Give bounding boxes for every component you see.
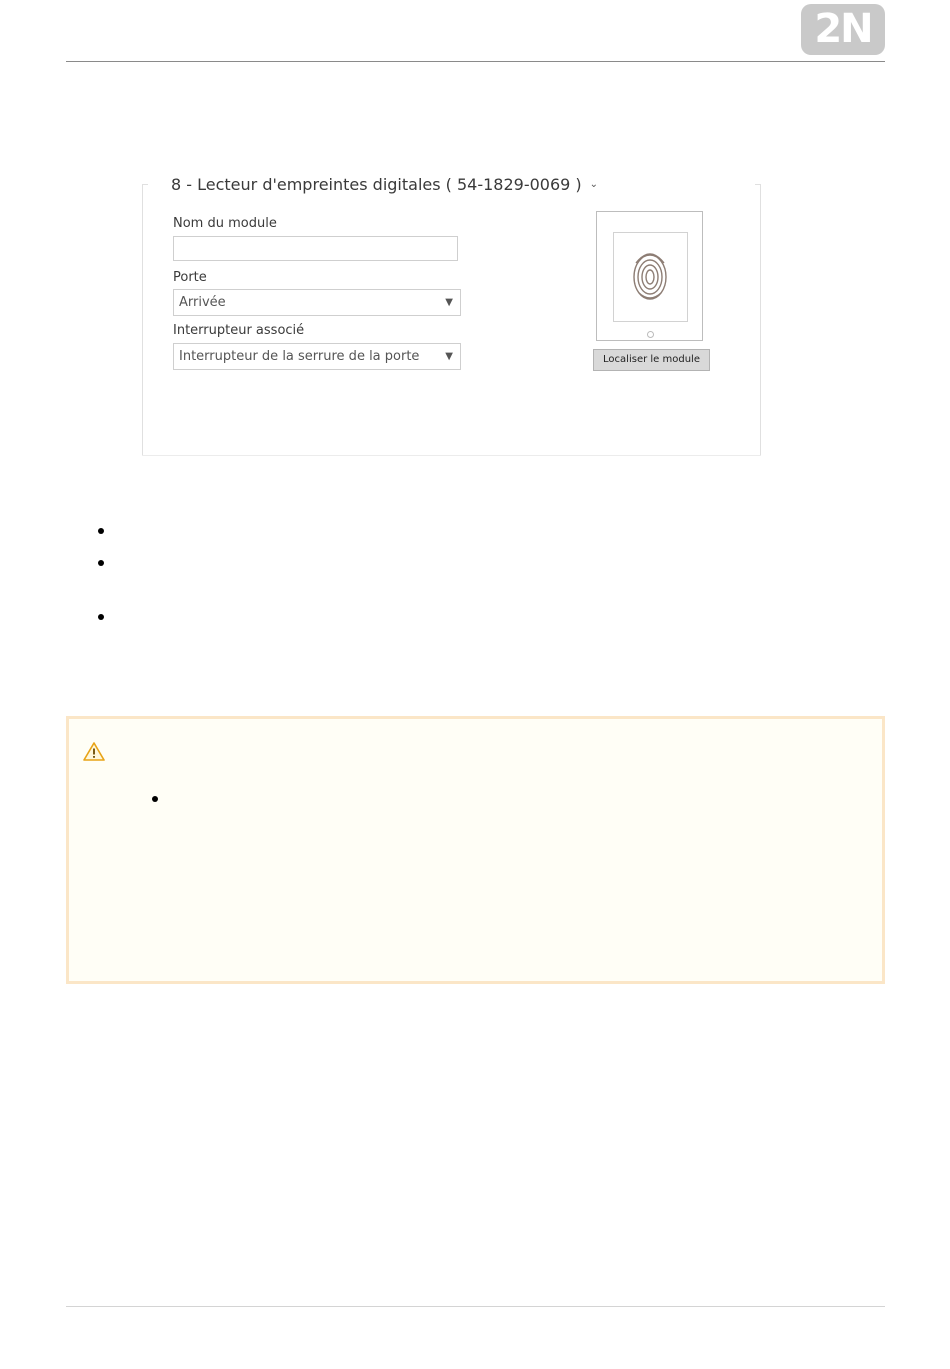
list-bullet <box>98 614 104 620</box>
list-bullet <box>98 560 104 566</box>
warning-box <box>66 716 885 984</box>
panel-border-bottom <box>142 455 761 456</box>
switch-label: Interrupteur associé <box>173 323 305 338</box>
module-device-image <box>596 211 703 341</box>
footer-rule <box>66 1306 885 1307</box>
switch-select[interactable] <box>173 343 461 370</box>
door-select[interactable] <box>173 289 461 316</box>
warning-icon <box>83 741 105 761</box>
switch-select-value: Interrupteur de la serrure de la porte <box>179 349 420 364</box>
module-title-text: 8 - Lecteur d'empreintes digitales ( 54-1829-0069 ) <box>171 175 582 194</box>
door-select-value: Arrivée <box>179 295 226 310</box>
panel-border-left <box>142 184 143 456</box>
list-bullet <box>152 796 158 802</box>
fingerprint-icon <box>614 233 687 321</box>
dropdown-arrow-icon: ▼ <box>445 297 453 308</box>
door-label: Porte <box>173 270 207 285</box>
module-title[interactable] <box>171 175 598 194</box>
panel-border-tick <box>755 184 761 185</box>
panel-border-tick <box>142 184 148 185</box>
panel-border-right <box>760 184 761 456</box>
module-name-input[interactable] <box>173 236 458 261</box>
brand-logo: 2N <box>801 4 885 55</box>
header-rule <box>66 61 885 62</box>
module-panel <box>142 175 761 458</box>
locate-module-button[interactable]: Localiser le module <box>593 349 710 371</box>
list-bullet <box>98 528 104 534</box>
module-name-label: Nom du module <box>173 216 277 231</box>
device-panel <box>613 232 688 322</box>
chevron-down-icon[interactable]: ⌄ <box>589 179 599 190</box>
device-led <box>647 331 654 338</box>
dropdown-arrow-icon: ▼ <box>445 351 453 362</box>
